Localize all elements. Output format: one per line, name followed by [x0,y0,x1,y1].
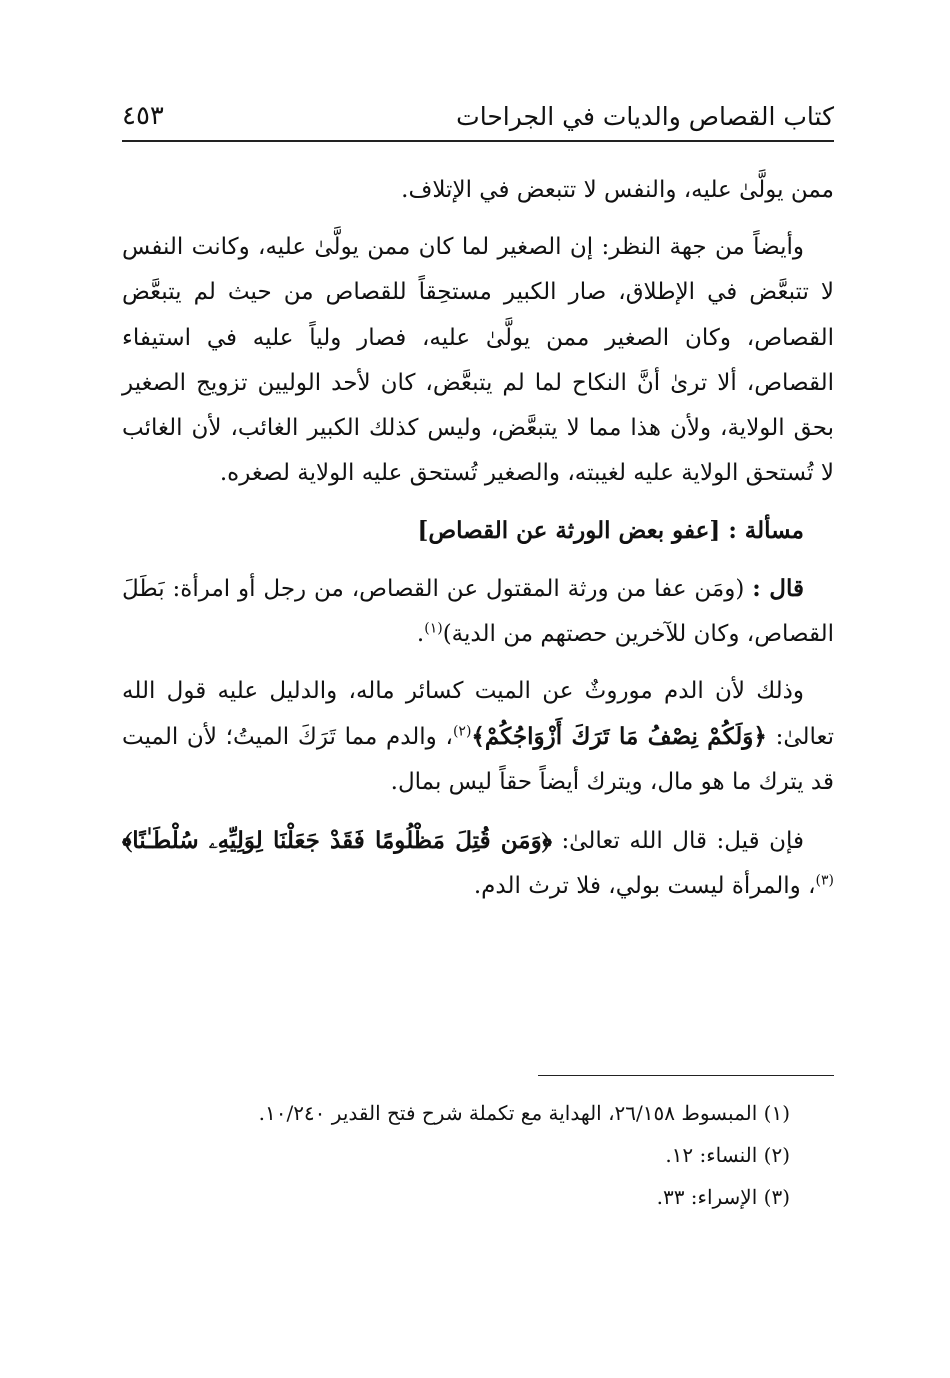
paragraph-5 [122,818,834,909]
paragraph-3-end: . [416,620,425,647]
paragraph-4 [122,669,834,806]
footnote-3: (٣) الإسراء: ٣٣. [656,1185,790,1209]
paragraph-4-end: ، والدم مما تَرَكَ الميتُ؛ لأن الميت قد يترك ما هو مال، ويترك أيضاً حقاً ليس بمال. [122,724,834,796]
footnote-separator [538,1075,834,1076]
qala-lead: قال : [752,574,804,602]
quran-verse-2: ﴿وَمَن قُتِلَ مَظْلُومًا فَقَدْ جَعَلْنَا لِوَلِيِّهِۦ سُلْطَـٰنًا﴾ [122,826,552,854]
heading-label: مسألة : [728,517,804,545]
footnote-ref-2: (٢) [452,723,472,740]
paragraph-5-start: فإن قيل: قال الله تعالىٰ: [561,827,805,854]
footnote-ref-1: (١) [424,620,443,637]
paragraph-5-end: ، والمرأة ليست بولي، فلا ترث الدم. [473,872,816,899]
footnotes [122,1092,790,1218]
main-text [122,168,834,921]
quran-verse-1: ﴿وَلَكُمْ نِصْفُ مَا تَرَكَ أَزْوَاجُكُمْ﴾ [471,723,767,751]
footnote-ref-3: (٣) [815,872,834,889]
paragraph-2: وأيضاً من جهة النظر: إن الصغير لما كان ممن يولَّىٰ عليه، وكانت النفس لا تتبعَّض في الإطلاق، صار الكبير مستحِقاً للقصاص من حيث لم يتبعَّض القصاص، وكان الصغير ممن يولَّىٰ عليه، فصار ولياً عليه في استيفاء القصاص، ألا ترىٰ أنَّ النكاح لما لم يتبعَّض، كان لأحد الوليين تزويج الصغير بحق الولاية، ولأن هذا مما لا يتبعَّض، وليس كذلك الكبير الغائب، لأن الغائب لا تُستحق الولاية عليه لغيبته، والصغير تُستحق عليه الولاية لصغره. [122,234,834,487]
paragraph-4-start: وذلك لأن الدم موروثٌ عن الميت كسائر ماله، والدليل عليه قول الله تعالىٰ: [122,678,835,751]
paragraph-3 [122,566,834,657]
running-title: كتاب القصاص والديات في الجراحات [456,101,834,131]
section-heading [122,508,834,553]
matn-text: (ومَن عفا من ورثة المقتول عن القصاص، من رجل أو امرأة: بَطَلَ القصاص، وكان للآخرين حصتهم من الدية) [122,575,834,647]
page-number: ٤٥٣ [122,101,164,131]
heading-title: [عفو بعض الورثة عن القصاص] [417,517,721,545]
header-rule [122,140,834,142]
footnote-1: (١) المبسوط ٢٦/١٥٨، الهداية مع تكملة شرح فتح القدير ١٠/٢٤٠. [258,1101,790,1125]
paragraph-1: ممن يولَّىٰ عليه، والنفس لا تتبعض في الإتلاف. [401,177,834,203]
page-header [122,96,834,136]
footnote-2: (٢) النساء: ١٢. [665,1143,790,1167]
